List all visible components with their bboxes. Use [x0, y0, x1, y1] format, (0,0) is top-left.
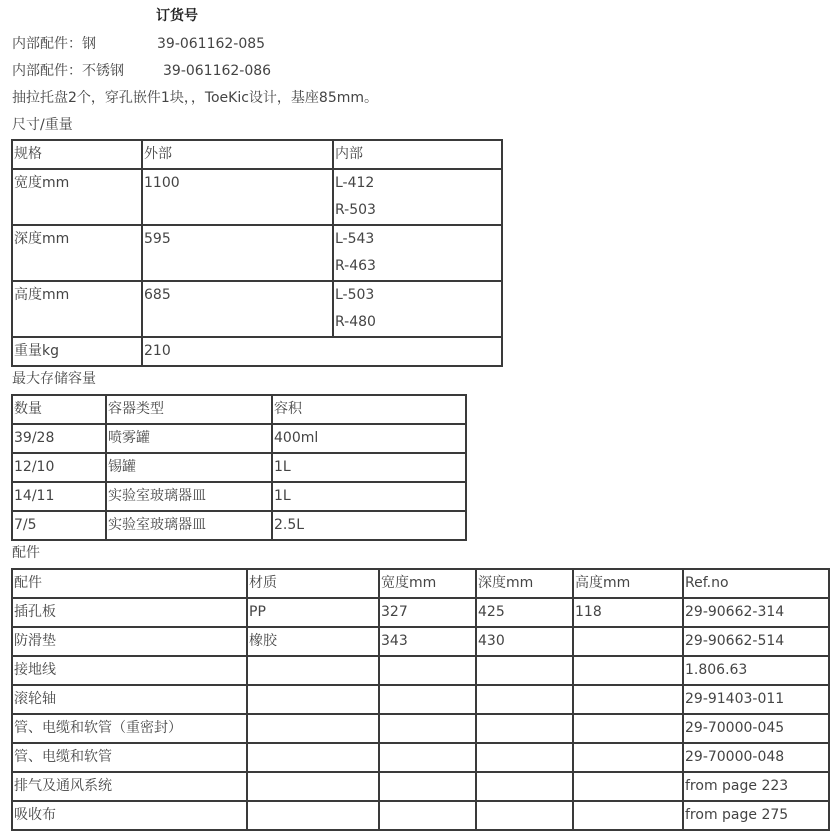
- order-line-stainless: [12, 60, 272, 82]
- table-cell: 宽度mm: [12, 169, 142, 225]
- table-row: [12, 453, 466, 482]
- table-row: [12, 656, 829, 685]
- table-cell: 29-91403-011: [683, 685, 829, 714]
- table-cell: 400ml: [272, 424, 466, 453]
- dimensions-heading: 尺寸/重量: [12, 117, 73, 133]
- table-cell: 29-90662-514: [683, 627, 829, 656]
- table-cell: 2.5L: [272, 511, 466, 540]
- table-cell: 1L: [272, 453, 466, 482]
- table-header-cell: 外部: [142, 140, 333, 169]
- table-cell: [476, 656, 573, 685]
- table-cell: 14/11: [12, 482, 106, 511]
- table-cell: 327: [379, 598, 476, 627]
- table-header-cell: 容器类型: [106, 395, 272, 424]
- table-cell: 425: [476, 598, 573, 627]
- table-row: [12, 511, 466, 540]
- table-cell: 实验室玻璃器皿: [106, 482, 272, 511]
- accessories-heading: 配件: [12, 545, 40, 561]
- table-cell: [476, 714, 573, 743]
- table-header-row: [12, 569, 829, 598]
- table-cell: 管、电缆和软管: [12, 743, 247, 772]
- table-cell: [333, 225, 502, 281]
- table-cell: [379, 772, 476, 801]
- table-cell: [247, 772, 379, 801]
- table-cell: 插孔板: [12, 598, 247, 627]
- table-cell: 12/10: [12, 453, 106, 482]
- table-header-row: [12, 395, 466, 424]
- table-cell: 1.806.63: [683, 656, 829, 685]
- table-cell: [573, 743, 683, 772]
- table-cell: [573, 627, 683, 656]
- table-header-cell: 规格: [12, 140, 142, 169]
- inner-left-value: L-503: [335, 287, 375, 303]
- table-cell: [379, 801, 476, 830]
- table-cell: [476, 801, 573, 830]
- table-cell: [573, 801, 683, 830]
- inner-left-value: L-543: [335, 231, 375, 247]
- table-cell: [573, 685, 683, 714]
- table-cell: 高度mm: [12, 281, 142, 337]
- table-cell: 滚轮轴: [12, 685, 247, 714]
- table-cell: 118: [573, 598, 683, 627]
- table-cell: [573, 772, 683, 801]
- table-row: [12, 169, 502, 225]
- table-header-cell: 宽度mm: [379, 569, 476, 598]
- table-header-cell: 材质: [247, 569, 379, 598]
- table-cell: 7/5: [12, 511, 106, 540]
- table-cell: 排气及通风系统: [12, 772, 247, 801]
- table-header-row: [12, 140, 502, 169]
- order-number-title: 订货号: [156, 8, 198, 24]
- table-row: [12, 627, 829, 656]
- capacity-heading: 最大存储容量: [12, 371, 96, 387]
- table-row: [12, 281, 502, 337]
- table-row: [12, 482, 466, 511]
- table-header-cell: 数量: [12, 395, 106, 424]
- inner-right-value: R-480: [335, 314, 376, 330]
- dimensions-table: [11, 139, 503, 367]
- table-row: [12, 225, 502, 281]
- table-cell: [247, 801, 379, 830]
- table-row: [12, 772, 829, 801]
- table-cell: [476, 743, 573, 772]
- order-line-steel: [12, 33, 266, 55]
- table-cell: [476, 772, 573, 801]
- table-cell: from page 275: [683, 801, 829, 830]
- table-cell: [333, 281, 502, 337]
- table-row: [12, 598, 829, 627]
- table-cell: 锡罐: [106, 453, 272, 482]
- table-header-cell: 容积: [272, 395, 466, 424]
- product-description: 抽拉托盘2个，穿孔嵌件1块，，ToeKic设计，基座85mm。: [12, 90, 379, 106]
- table-cell: [573, 656, 683, 685]
- table-cell: 685: [142, 281, 333, 337]
- capacity-table: [11, 394, 467, 541]
- table-cell: 防滑垫: [12, 627, 247, 656]
- order-line-label: 内部配件：不锈钢: [12, 63, 124, 79]
- inner-right-value: R-503: [335, 202, 376, 218]
- table-header-cell: 配件: [12, 569, 247, 598]
- table-cell: [573, 714, 683, 743]
- table-cell: 39/28: [12, 424, 106, 453]
- table-cell: 29-70000-045: [683, 714, 829, 743]
- table-cell: [476, 685, 573, 714]
- table-cell: from page 223: [683, 772, 829, 801]
- table-cell: [379, 743, 476, 772]
- table-cell: 吸收布: [12, 801, 247, 830]
- table-row: [12, 801, 829, 830]
- table-header-cell: 高度mm: [573, 569, 683, 598]
- table-cell: [247, 656, 379, 685]
- table-cell: 210: [142, 337, 502, 366]
- table-cell: [379, 685, 476, 714]
- table-cell: 橡胶: [247, 627, 379, 656]
- order-line-label: 内部配件：钢: [12, 36, 96, 52]
- table-cell: 深度mm: [12, 225, 142, 281]
- table-cell: 343: [379, 627, 476, 656]
- table-cell: 1L: [272, 482, 466, 511]
- table-cell: [247, 714, 379, 743]
- table-row: [12, 714, 829, 743]
- inner-left-value: L-412: [335, 175, 375, 191]
- accessories-table: [11, 568, 830, 831]
- table-row: [12, 743, 829, 772]
- table-cell: 29-90662-314: [683, 598, 829, 627]
- table-cell: [247, 685, 379, 714]
- table-cell: [247, 743, 379, 772]
- table-cell: 29-70000-048: [683, 743, 829, 772]
- table-cell: [379, 656, 476, 685]
- order-line-code: 39-061162-085: [157, 36, 266, 52]
- table-cell: 管、电缆和软管（重密封）: [12, 714, 247, 743]
- table-cell: 喷雾罐: [106, 424, 272, 453]
- inner-right-value: R-463: [335, 258, 376, 274]
- table-cell: PP: [247, 598, 379, 627]
- table-cell: 595: [142, 225, 333, 281]
- table-row: [12, 685, 829, 714]
- table-cell: [333, 169, 502, 225]
- table-cell: 1100: [142, 169, 333, 225]
- table-cell: [379, 714, 476, 743]
- table-header-cell: 深度mm: [476, 569, 573, 598]
- order-line-code: 39-061162-086: [163, 63, 272, 79]
- table-row: [12, 337, 502, 366]
- table-header-cell: 内部: [333, 140, 502, 169]
- table-cell: 实验室玻璃器皿: [106, 511, 272, 540]
- table-cell: 重量kg: [12, 337, 142, 366]
- table-cell: 接地线: [12, 656, 247, 685]
- table-header-cell: Ref.no: [683, 569, 829, 598]
- table-cell: 430: [476, 627, 573, 656]
- table-row: [12, 424, 466, 453]
